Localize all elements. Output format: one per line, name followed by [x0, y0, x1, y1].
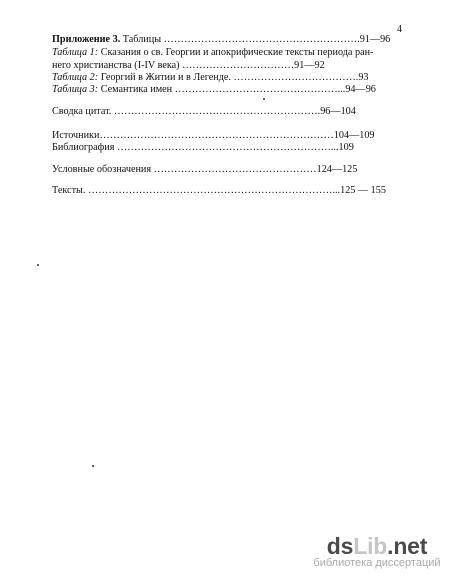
watermark: [310, 534, 444, 569]
toc-entry-text: Георгий в Житии и в Легенде. ……………………………….93: [98, 72, 369, 83]
page-number: 4: [397, 24, 402, 35]
toc-entry: [52, 84, 376, 96]
toc-entry-label: Таблица 2:: [52, 72, 99, 83]
toc-entry-text: Сводка цитат. …………………………………………………….96—104: [52, 106, 356, 117]
toc-entry-label: Таблица 1:: [52, 47, 99, 58]
toc-entry: [52, 47, 373, 59]
toc-entry-label: Приложение 3.: [52, 34, 121, 45]
toc-entry-text: него христианства (I-IV века) ……………………………91—92: [52, 60, 325, 71]
toc-entry: [52, 142, 354, 154]
toc-entry-text: Сказания о св. Георгии и апокрифические тексты периода ран-: [98, 47, 374, 58]
toc-entry-text: Условные обозначения …………………………………………124—125: [52, 164, 358, 175]
scan-speck: [92, 465, 94, 467]
scan-speck: [37, 264, 39, 266]
toc-entry-text: Таблицы ………………………………………………….91—96: [120, 34, 391, 45]
toc-entry: [52, 164, 357, 176]
toc-entry: [52, 34, 390, 46]
watermark-logo: dsLib.net: [326, 533, 428, 559]
toc-entry: [52, 72, 369, 84]
toc-entry: [52, 60, 325, 72]
toc-entry: [52, 185, 386, 197]
toc-entry: [52, 106, 356, 118]
toc-entry-text: Тексты. ………………………………………………………………...125 — 155: [52, 185, 386, 196]
toc-entry: [52, 130, 375, 142]
toc-entry-text: Библиография ………………………………………………………...109: [52, 142, 354, 153]
watermark-caption: библиотека диссертаций: [313, 557, 441, 569]
toc-entry-label: Таблица 3:: [52, 84, 99, 95]
toc-entry-text: Семантика имен …………………………………………...94—96: [98, 84, 376, 95]
toc-entry-text: Источники……………………………………………………………104—109: [52, 130, 375, 141]
scan-speck: [263, 98, 265, 100]
